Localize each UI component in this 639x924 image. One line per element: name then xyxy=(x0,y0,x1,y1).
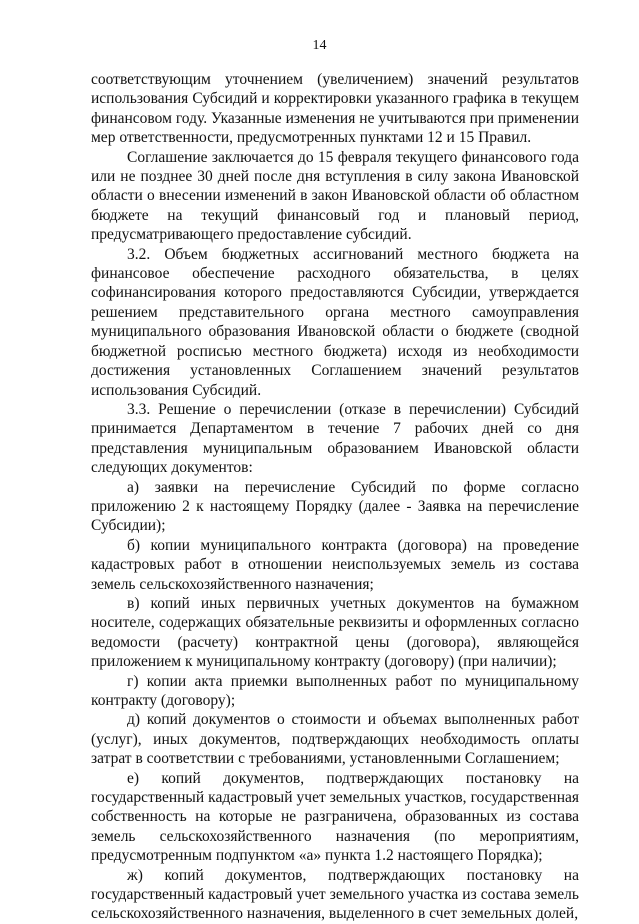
page-number: 14 xyxy=(312,38,327,53)
list-item-a: а) заявки на перечисление Субсидий по форме согласно приложению 2 к настоящему Порядку (далее - Заявка на перечисление Субсидии); xyxy=(91,478,579,535)
list-item-zh: ж) копий документов, подтверждающих постановку на государственный кадастровый учет земельного участка из состава земель сельскохозяйственного назначения, выделенного в счет земельных долей, xyxy=(91,866,579,923)
list-item-v: в) копий иных первичных учетных документов на бумажном носителе, содержащих обязательные реквизиты и оформленных согласно ведомости (расчету) контрактной цены (договора), являющейся приложением к муниципальному контракту (договору) (при наличии); xyxy=(91,594,579,671)
paragraph-3-2: 3.2. Объем бюджетных ассигнований местного бюджета на финансовое обеспечение расходного обязательства, в целях софинансирования которого предоставляются Субсидии, утверждается решением представительного органа местного самоуправления муниципального образования Ивановской области о бюджете (сводной бюджетной росписью местного бюджета) исходя из необходимости достижения установленных Соглашением значений результатов использования Субсидий. xyxy=(91,245,579,399)
list-item-d: д) копий документов о стоимости и объемах выполненных работ (услуг), иных документов, подтверждающих необходимость оплаты затрат в соответствии с требованиями, установленными Соглашением; xyxy=(91,711,579,768)
list-item-g: г) копии акта приемки выполненных работ по муниципальному контракту (договору); xyxy=(91,672,579,709)
list-item-b: б) копии муниципального контракта (договора) на проведение кадастровых работ в отношении неиспользуемых земель из состава земель сельскохозяйственного назначения; xyxy=(91,536,579,593)
paragraph-3-3: 3.3. Решение о перечислении (отказе в перечислении) Субсидий принимается Департаментом в течение 7 рабочих дней со дня представления муниципальным образованием Ивановской области следующих документов: xyxy=(91,400,579,477)
paragraph-continuation: соответствующим уточнением (увеличением) значений результатов использования Субсидий и корректировки указанного графика в текущем финансовом году. Указанные изменения не учитываются при применении мер ответственности, предусмотренных пунктами 12 и 15 Правил. xyxy=(91,71,579,147)
document-body xyxy=(91,70,579,924)
list-item-e: е) копий документов, подтверждающих постановку на государственный кадастровый учет земельных участков, государственная собственность на которые не разграничена, образованных из состава земель сельскохозяйственного назначения (по мероприятиям, предусмотренным подпунктом «а» пункта 1.2 настоящего Порядка); xyxy=(91,769,579,865)
paragraph-agreement-deadline: Соглашение заключается до 15 февраля текущего финансового года или не позднее 30 дней после дня вступления в силу закона Ивановской области о внесении изменений в закон Ивановской области об областном бюджете на текущий финансовый год и плановый период, предусматривающего предоставление субсидий. xyxy=(91,148,579,244)
